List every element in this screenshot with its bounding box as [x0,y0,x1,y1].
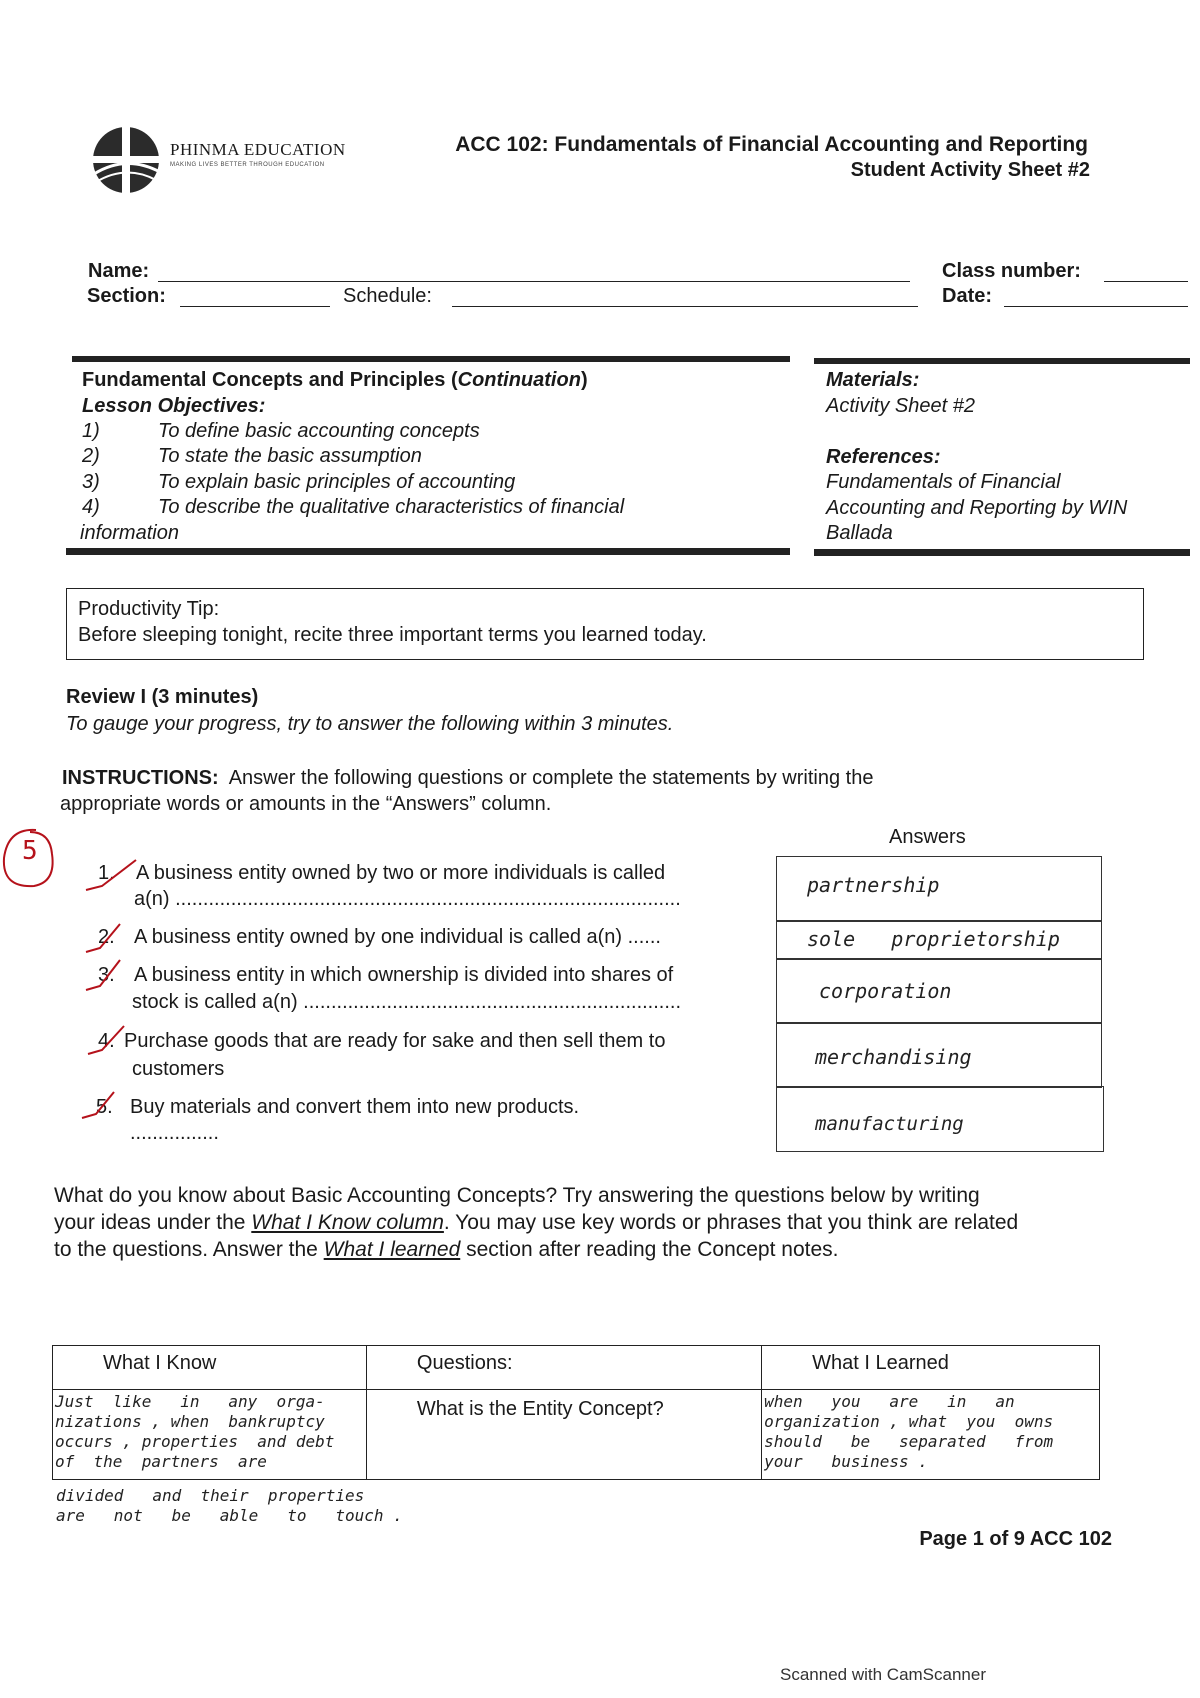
answer-box[interactable] [776,958,1102,1024]
objective-num: 3) [82,471,100,493]
question-line: stock is called a(n) .................................................................... [132,991,682,1013]
question-line: A business entity in which ownership is divided into shares of [134,964,674,986]
sheet-title: Student Activity Sheet #2 [850,159,1090,181]
learned-line: organization , what you owns [764,1412,1054,1431]
reference-line: Accounting and Reporting by WIN [826,497,1128,519]
lesson-topic-italic: Continuation [457,369,581,391]
section-label: Section: [87,285,166,307]
check-marks-icon [80,856,160,1156]
class-number-field[interactable] [1104,281,1188,282]
table-row [53,1390,1100,1480]
know-line: nizations , when bankruptcy [55,1412,325,1431]
concept-intro-line: What do you know about Basic Accounting Concepts? Try answering the questions below by writing [54,1184,980,1207]
name-field[interactable] [158,281,910,282]
question-num: 3. [98,964,115,986]
intro-text: . You may use key words or phrases that you think are related [443,1211,1019,1234]
instructions-label: INSTRUCTIONS: [62,767,219,789]
answer-text: partnership [807,873,940,897]
intro-link-what-i-learned: What I learned [323,1238,461,1261]
objective-text: To define basic accounting concepts [158,420,480,442]
logo-name: PHINMA EDUCATION [170,140,346,159]
question-line: ................ [130,1122,219,1144]
answer-box[interactable] [776,856,1102,922]
instructions-text: Answer the following questions or complete the statements by writing the [228,767,874,789]
intro-text: section after reading the Concept notes. [460,1238,839,1261]
question-num: 5. [96,1096,113,1118]
references-label: References: [826,446,941,468]
question-line: A business entity owned by two or more individuals is called [136,862,666,884]
answer-text: corporation [819,979,952,1003]
objective-text: To explain basic principles of accounting [158,471,516,493]
section-field[interactable] [180,306,330,307]
materials-value: Activity Sheet #2 [826,395,975,417]
answer-box[interactable] [776,1022,1102,1088]
objective-num: 2) [82,445,100,467]
course-title: ACC 102: Fundamentals of Financial Accounting and Reporting [455,133,1088,156]
page-number: Page 1 of 9 ACC 102 [919,1528,1112,1550]
know-overflow-line: are not be able to touch . [56,1506,403,1525]
learned-line: should be separated from [764,1432,1054,1451]
concept-intro-line [54,1236,839,1263]
schedule-label: Schedule: [343,285,432,307]
objective-text: To state the basic assumption [158,445,422,467]
scanner-watermark: Scanned with CamScanner [780,1665,987,1684]
lesson-topic [82,369,588,392]
question-line: customers [132,1058,225,1080]
what-i-know-cell[interactable] [53,1390,367,1480]
logo-tagline: MAKING LIVES BETTER THROUGH EDUCATION [170,162,325,168]
question-line: A business entity owned by one individual is called a(n) ...... [134,926,661,948]
class-number-label: Class number: [942,260,1081,282]
date-label: Date: [942,285,993,307]
objective-text: To describe the qualitative characteristics of financial [158,496,625,518]
score-value: 5 [22,836,38,866]
phinma-logo-icon [86,124,166,198]
table-header-row [53,1346,1100,1390]
intro-link-what-i-know: What I Know column [251,1211,444,1234]
question-num: 4. [98,1030,115,1052]
question-num: 1. [98,862,115,884]
objective-overflow: information [80,522,179,544]
answer-text: merchandising [815,1045,972,1069]
answer-text: sole proprietorship [807,927,1060,951]
know-line: Just like in any orga- [55,1392,325,1411]
header-what-i-know: What I Know [53,1346,367,1390]
lesson-top-rule [72,356,790,362]
objective-num: 1) [82,420,100,442]
date-field[interactable] [1004,306,1188,307]
header-questions: Questions: [366,1346,761,1390]
materials-label: Materials: [826,369,920,391]
learned-line: when you are in an [764,1392,1015,1411]
answer-box[interactable] [776,920,1102,960]
kwl-table [52,1345,1100,1480]
answer-box[interactable] [776,1086,1104,1152]
schedule-field[interactable] [452,306,918,307]
intro-text: your ideas under the [54,1211,252,1234]
header-what-i-learned: What I Learned [762,1346,1100,1390]
materials-bottom-rule [814,549,1190,556]
question-cell: What is the Entity Concept? [366,1390,761,1480]
question-num: 2. [98,926,115,948]
intro-text: to the questions. Answer the [54,1238,324,1261]
instructions-line [62,765,873,792]
know-overflow-line: divided and their properties [56,1486,365,1505]
concept-intro-line [54,1209,1018,1236]
question-line: a(n) ........................................................................................... [134,888,681,910]
know-line: occurs , properties and debt [55,1432,335,1451]
answers-header: Answers [889,826,966,848]
what-i-learned-cell[interactable] [762,1390,1100,1480]
question-line: Buy materials and convert them into new products. [130,1096,580,1118]
objective-num: 4) [82,496,100,518]
lesson-bottom-rule [66,548,790,555]
question-line: Purchase goods that are ready for sake and then sell them to [124,1030,666,1052]
review-title: Review I (3 minutes) [66,686,259,708]
tip-label: Productivity Tip: [78,598,220,620]
answer-text: manufacturing [815,1113,964,1135]
review-subtitle: To gauge your progress, try to answer the following within 3 minutes. [66,713,674,735]
lesson-topic-end: ) [580,369,588,391]
reference-line: Fundamentals of Financial [826,471,1061,493]
know-line: of the partners are [55,1452,267,1471]
name-label: Name: [88,260,150,282]
instructions-line-2: appropriate words or amounts in the “Answers” column. [60,793,552,815]
lesson-topic-text: Fundamental Concepts and Principles ( [82,369,458,391]
learned-line: your business . [764,1452,928,1471]
tip-text: Before sleeping tonight, recite three important terms you learned today. [78,624,707,646]
reference-line: Ballada [826,522,893,544]
materials-top-rule [814,358,1190,364]
objectives-label: Lesson Objectives: [82,395,266,417]
